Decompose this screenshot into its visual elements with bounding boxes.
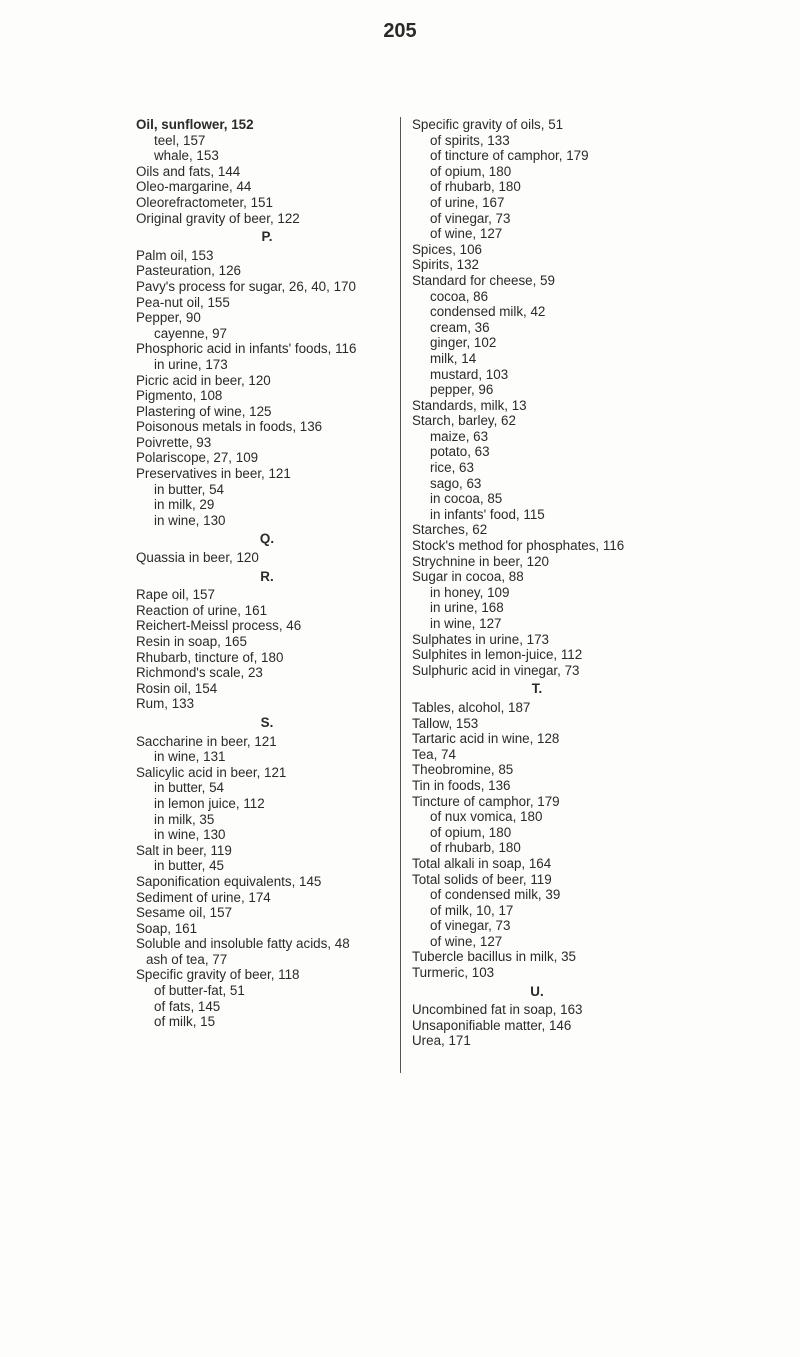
- index-subentry: in butter, 54: [154, 780, 224, 796]
- index-entry: Rape oil, 157: [136, 587, 215, 603]
- index-entry: Quassia in beer, 120: [136, 550, 259, 566]
- index-entry: Polariscope, 27, 109: [136, 450, 259, 466]
- index-entry: Tallow, 153: [412, 715, 479, 731]
- index-subentry: maize, 63: [430, 428, 489, 444]
- index-entry: Tincture of camphor, 179: [412, 793, 560, 809]
- index-entry: Pigmento, 108: [136, 388, 223, 404]
- section-letter: S.: [260, 714, 274, 730]
- index-subentry: rice, 63: [430, 460, 474, 476]
- index-entry: Sulphites in lemon-juice, 112: [412, 647, 583, 663]
- index-entry: Oil, sunflower, 152: [136, 117, 254, 132]
- index-entry: Preservatives in beer, 121: [136, 466, 291, 482]
- index-subentry: in urine, 173: [154, 356, 228, 372]
- index-subentry: in wine, 130: [154, 512, 226, 528]
- index-subentry: whale, 153: [154, 148, 219, 164]
- index-subentry: in wine, 130: [154, 827, 226, 843]
- index-subentry: sago, 63: [430, 475, 482, 491]
- index-entry: Turmeric, 103: [412, 965, 495, 981]
- index-subentry: in butter, 45: [154, 858, 224, 874]
- index-entry: Reaction of urine, 161: [136, 602, 268, 618]
- index-entry: Pavy's process for sugar, 26, 40, 170: [136, 278, 356, 294]
- index-subentry: condensed milk, 42: [430, 304, 546, 320]
- index-entry: Oleorefractometer, 151: [136, 194, 273, 210]
- index-entry: Theobromine, 85: [412, 762, 514, 778]
- index-entry: Tea, 74: [412, 746, 456, 762]
- index-subentry: in urine, 168: [430, 600, 504, 616]
- section-letter: Q.: [259, 531, 275, 547]
- index-entry: Soluble and insoluble fatty acids, 48: [136, 936, 350, 952]
- index-entry: Tin in foods, 136: [412, 777, 511, 793]
- index-entry: Starch, barley, 62: [412, 413, 516, 429]
- index-entry: Poivrette, 93: [136, 434, 212, 450]
- index-entry: Rhubarb, tincture of, 180: [136, 649, 284, 665]
- index-entry: Spirits, 132: [412, 257, 479, 273]
- index-entry: Picric acid in beer, 120: [136, 372, 271, 388]
- index-subentry: cayenne, 97: [154, 325, 227, 341]
- section-letter: T.: [531, 681, 543, 697]
- index-entry: Standards, milk, 13: [412, 397, 527, 413]
- index-subentry: in cocoa, 85: [430, 491, 503, 507]
- index-subentry: cocoa, 86: [430, 288, 489, 304]
- index-subentry: of rhubarb, 180: [430, 179, 521, 195]
- index-entry: Pea-nut oil, 155: [136, 294, 230, 310]
- index-subentry: of milk, 15: [154, 1014, 216, 1030]
- index-subentry: of nux vomica, 180: [430, 809, 543, 825]
- index-subentry: of tincture of camphor, 179: [430, 148, 589, 164]
- index-subentry: in wine, 131: [154, 749, 226, 765]
- index-entry: Salt in beer, 119: [136, 842, 232, 858]
- index-entry: Specific gravity of beer, 118: [136, 967, 300, 983]
- index-entry: Total solids of beer, 119: [412, 871, 552, 887]
- index-entry: Soap, 161: [136, 920, 198, 936]
- index-entry: Strychnine in beer, 120: [412, 553, 549, 569]
- index-entry: Poisonous metals in foods, 136: [136, 419, 323, 435]
- index-subentry: of condensed milk, 39: [430, 887, 561, 903]
- index-entry: Plastering of wine, 125: [136, 403, 272, 419]
- index-subentry: of urine, 167: [430, 194, 505, 210]
- index-entry: Sesame oil, 157: [136, 905, 233, 921]
- index-column-right: [400, 117, 662, 1049]
- index-subentry: ginger, 102: [430, 335, 497, 351]
- index-subentry: cream, 36: [430, 319, 490, 335]
- index-column-left: [136, 117, 398, 1030]
- index-entry: Original gravity of beer, 122: [136, 210, 300, 226]
- index-entry: ash of tea, 77: [146, 951, 228, 967]
- index-entry: Uncombined fat in soap, 163: [412, 1002, 583, 1018]
- index-entry: Total alkali in soap, 164: [412, 855, 552, 871]
- index-entry: Starches, 62: [412, 522, 488, 538]
- index-entry: Spices, 106: [412, 241, 482, 257]
- index-entry: Rosin oil, 154: [136, 680, 218, 696]
- index-subentry: of opium, 180: [430, 824, 512, 840]
- index-entry: Rum, 133: [136, 696, 195, 712]
- index-subentry: milk, 14: [430, 350, 477, 366]
- index-entry: Reichert-Meissl process, 46: [136, 618, 302, 634]
- index-subentry: in infants' food, 115: [430, 506, 545, 522]
- index-entry: Pepper, 90: [136, 310, 201, 326]
- index-entry: Specific gravity of oils, 51: [412, 117, 564, 132]
- index-entry: Sulphates in urine, 173: [412, 631, 549, 647]
- index-subentry: in wine, 127: [430, 616, 502, 631]
- index-subentry: of vinegar, 73: [430, 210, 511, 226]
- index-subentry: potato, 63: [430, 444, 490, 460]
- index-entry: Saccharine in beer, 121: [136, 733, 277, 749]
- index-entry: Pasteuration, 126: [136, 263, 241, 279]
- index-entry: Oils and fats, 144: [136, 163, 241, 179]
- index-entry: Tartaric acid in wine, 128: [412, 731, 560, 747]
- index-subentry: of wine, 127: [430, 226, 503, 242]
- index-entry: Phosphoric acid in infants' foods, 116: [136, 341, 357, 357]
- index-entry: Tables, alcohol, 187: [412, 699, 531, 715]
- index-subentry: of spirits, 133: [430, 132, 510, 148]
- index-subentry: in lemon juice, 112: [154, 795, 265, 811]
- index-entry: Sediment of urine, 174: [136, 889, 271, 905]
- index-subentry: pepper, 96: [430, 382, 494, 398]
- index-entry: Saponification equivalents, 145: [136, 873, 322, 889]
- index-entry: Tubercle bacillus in milk, 35: [412, 949, 576, 965]
- index-subentry: in milk, 35: [154, 811, 215, 827]
- index-entry: Oleo-margarine, 44: [136, 179, 252, 195]
- index-entry: Sulphuric acid in vinegar, 73: [412, 662, 580, 678]
- page-number: 205: [383, 20, 417, 42]
- index-entry: Stock's method for phosphates, 116: [412, 538, 625, 554]
- index-subentry: in butter, 54: [154, 481, 224, 497]
- index-subentry: teel, 157: [154, 132, 206, 148]
- index-subentry: in honey, 109: [430, 584, 510, 600]
- index-entry: Sugar in cocoa, 88: [412, 569, 524, 585]
- index-subentry: of opium, 180: [430, 163, 512, 179]
- index-subentry: of fats, 145: [154, 998, 221, 1014]
- index-entry: Palm oil, 153: [136, 247, 214, 263]
- index-entry: Resin in soap, 165: [136, 634, 247, 649]
- index-subentry: in milk, 29: [154, 497, 215, 513]
- index-subentry: of milk, 10, 17: [430, 902, 514, 918]
- section-letter: R.: [260, 568, 274, 584]
- index-entry: Salicylic acid in beer, 121: [136, 764, 287, 780]
- index-entry: Richmond's scale, 23: [136, 665, 263, 681]
- index-subentry: of rhubarb, 180: [430, 840, 521, 856]
- index-subentry: of wine, 127: [430, 933, 503, 949]
- section-letter: P.: [261, 229, 273, 245]
- index-subentry: of butter-fat, 51: [154, 983, 245, 999]
- section-letter: U.: [530, 983, 544, 999]
- index-entry: Unsaponifiable matter, 146: [412, 1017, 572, 1033]
- index-subentry: of vinegar, 73: [430, 918, 511, 934]
- index-subentry: mustard, 103: [430, 366, 509, 382]
- index-entry: Standard for cheese, 59: [412, 272, 555, 288]
- index-entry: Urea, 171: [412, 1033, 471, 1049]
